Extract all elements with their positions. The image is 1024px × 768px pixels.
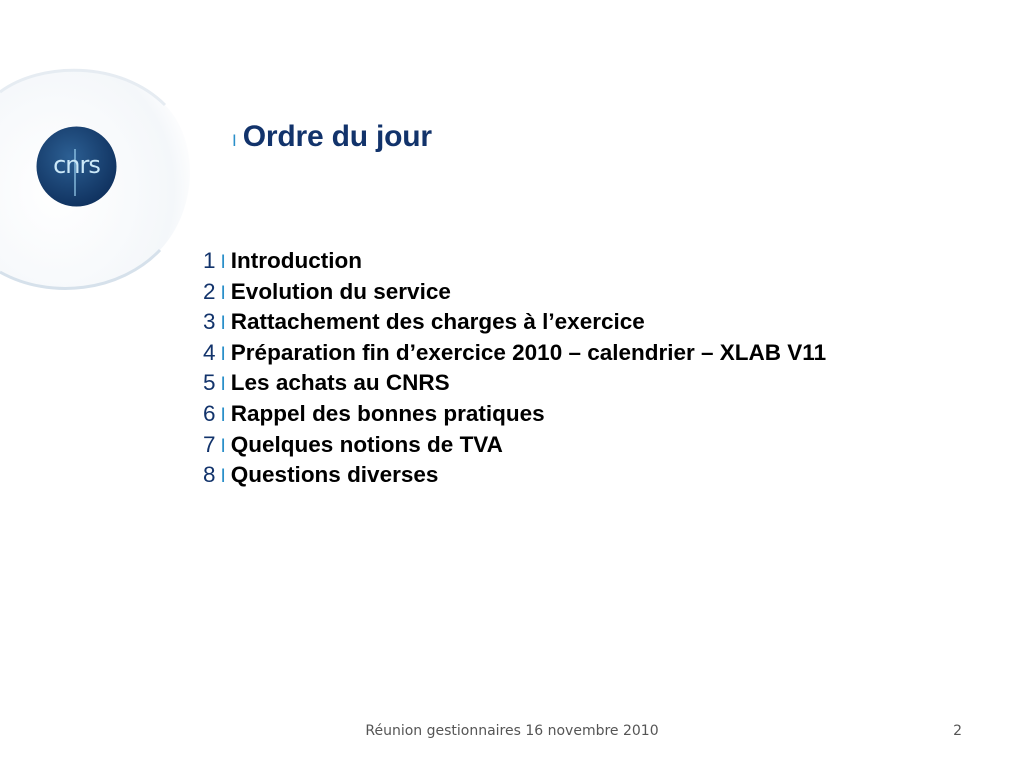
agenda-item-number: 1 [203,248,216,273]
agenda-item-label: Rappel des bonnes pratiques [230,400,545,426]
agenda-item-label: Evolution du service [230,278,451,304]
agenda-item [203,399,826,430]
agenda-item-number: 4 [203,339,216,365]
page-title: Ordre du jour [242,120,432,153]
agenda-separator: I [220,313,226,335]
agenda-separator: I [220,466,226,488]
title-row [232,120,432,154]
agenda-item-label: Quelques notions de TVA [230,431,503,457]
cnrs-logo-wordmark [36,126,117,207]
agenda-item [203,246,826,277]
agenda-item [203,368,826,399]
agenda-item-number: 2 [203,278,216,304]
agenda-item-number: 6 [203,400,216,426]
agenda-item [203,430,826,461]
agenda-separator: I [220,252,226,273]
agenda-item [203,460,826,491]
agenda-item-label: Les achats au CNRS [230,370,450,396]
agenda-item-number: 5 [203,370,216,396]
agenda-item-label: Rattachement des charges à l’exercice [230,309,645,335]
agenda-item-label: Questions diverses [230,462,439,488]
page-number: 2 [953,723,962,739]
agenda-separator: I [220,404,226,426]
footer-text: Réunion gestionnaires 16 novembre 2010 [365,723,659,739]
agenda-item-number: 8 [203,462,216,488]
agenda-separator: I [220,374,226,396]
title-marker: I [232,131,237,150]
cnrs-logo [36,126,117,207]
agenda-item-number: 3 [203,309,216,335]
agenda-item-number: 7 [203,431,216,457]
agenda-item [203,277,826,308]
agenda-item [203,307,826,338]
agenda-item-label: Préparation fin d’exercice 2010 – calendrier – XLAB V11 [230,339,827,365]
agenda-list [203,246,826,491]
agenda-item-label: Introduction [230,248,363,273]
agenda-separator: I [220,343,226,365]
agenda-item [203,338,826,369]
agenda-separator: I [220,435,226,457]
agenda-separator: I [220,282,226,304]
logo-text: cnrs [53,151,100,179]
